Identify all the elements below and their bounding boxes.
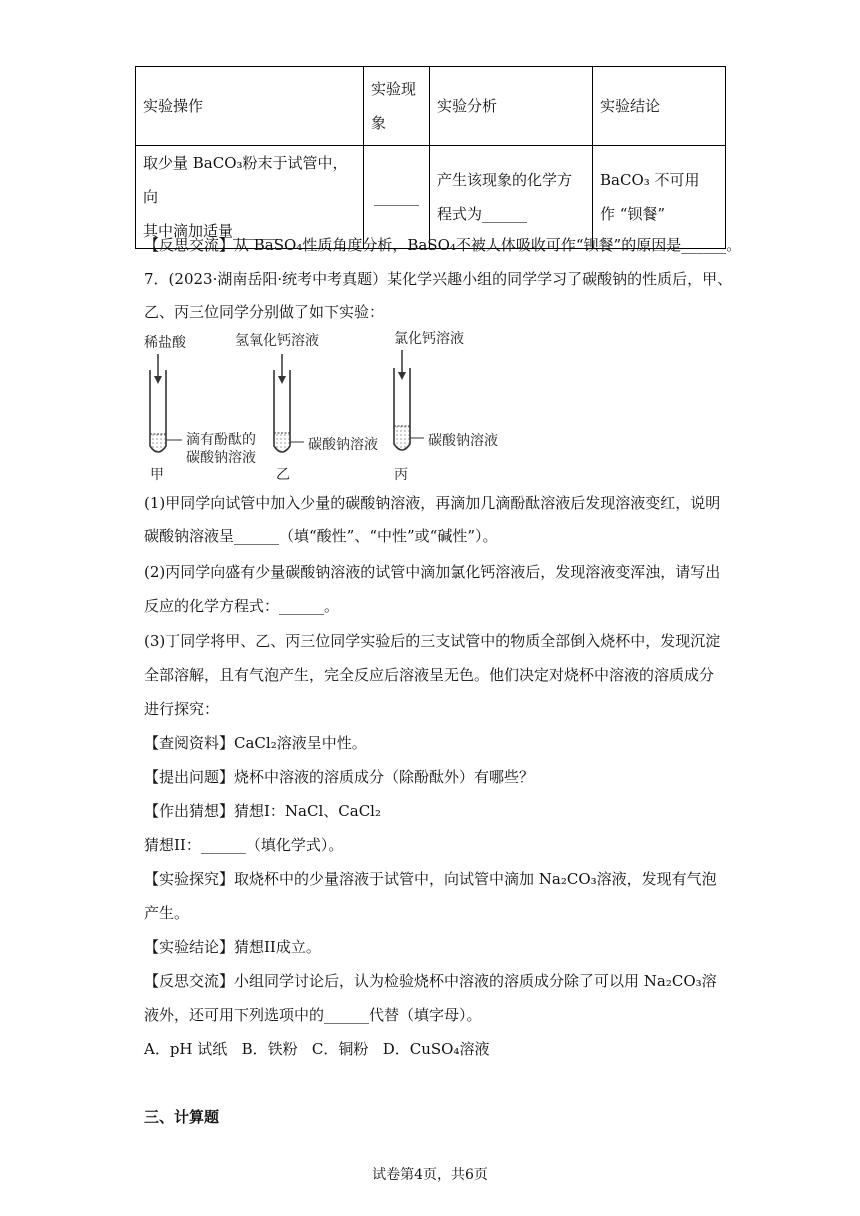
tube2-contents-label: 碳酸钠溶液 xyxy=(308,437,378,453)
test-tube-figure xyxy=(140,326,520,486)
cell-analysis-line2: 程式为______ xyxy=(437,205,528,223)
tube1-reagent-label: 稀盐酸 xyxy=(144,335,186,351)
q7-guess-2: 猜想II：______（填化学式）。 xyxy=(144,836,344,854)
header-phenomenon xyxy=(364,67,430,146)
cell-analysis-line1: 产生该现象的化学方 xyxy=(437,171,573,189)
q7-intro-line1: 7．(2023·湖南岳阳·统考中考真题）某化学兴趣小组的同学学习了碳酸钠的性质后，甲、 xyxy=(144,270,733,288)
q7-part1-line1: (1)甲同学向试管中加入少量的碳酸钠溶液，再滴加几滴酚酞溶液后发现溶液变红，说明 xyxy=(144,494,721,512)
section-title: 三、计算题 xyxy=(144,1108,220,1126)
q7-intro-line2: 乙、丙三位同学分别做了如下实验： xyxy=(144,303,385,321)
q7-options: A．pH 试纸 B．铁粉 C．铜粉 D．CuSO₄溶液 xyxy=(144,1040,490,1058)
q7-part3-line1: (3)丁同学将甲、乙、丙三位同学实验后的三支试管中的物质全部倒入烧杯中，发现沉淀 xyxy=(144,632,721,650)
q7-conclusion: 【实验结论】猜想II成立。 xyxy=(144,938,321,956)
cell-operation-line2: 其中滴加适量______ xyxy=(143,222,279,240)
q7-explore-line1: 【实验探究】取烧杯中的少量溶液于试管中，向试管中滴加 Na₂CO₃溶液，发现有气泡 xyxy=(144,870,717,888)
reflection-text: 【反思交流】从 BaSO₄性质角度分析，BaSO₄不被人体吸收可作“钡餐”的原因是______。 xyxy=(144,236,742,254)
experiment-table xyxy=(135,66,726,249)
q7-part3-line3: 进行探究： xyxy=(144,700,220,718)
header-phenomenon-text: 实验现象 xyxy=(371,80,417,132)
tube3-reagent-label: 氯化钙溶液 xyxy=(394,331,464,347)
q7-part3-line2: 全部溶解，且有气泡产生，完全反应后溶液呈无色。他们决定对烧杯中溶液的溶质成分 xyxy=(144,666,715,684)
q7-part2-line2: 反应的化学方程式：______。 xyxy=(144,597,340,615)
q7-raise-question: 【提出问题】烧杯中溶液的溶质成分（除酚酞外）有哪些？ xyxy=(144,768,535,786)
tube3-name: 丙 xyxy=(394,467,408,483)
cell-conclusion-line2: 作 “钡餐” xyxy=(600,205,666,223)
cell-operation-line1: 取少量 BaCO₃粉末于试管中，向 xyxy=(143,154,348,206)
q7-guess-1: 【作出猜想】猜想I：NaCl、CaCl₂ xyxy=(144,802,381,820)
cell-conclusion-line1: BaCO₃ 不可用 xyxy=(600,171,700,189)
q7-part2-line1: (2)丙同学向盛有少量碳酸钠溶液的试管中滴加氯化钙溶液后，发现溶液变浑浊，请写出 xyxy=(144,563,721,581)
tube2-name: 乙 xyxy=(276,467,290,483)
q7-consult-materials: 【查阅资料】CaCl₂溶液呈中性。 xyxy=(144,734,367,752)
header-analysis: 实验分析 xyxy=(430,67,593,146)
q7-reflect-line1: 【反思交流】小组同学讨论后，认为检验烧杯中溶液的溶质成分除了可以用 Na₂CO₃溶 xyxy=(144,972,717,990)
tube3-contents-label: 碳酸钠溶液 xyxy=(428,433,498,449)
tube1-name: 甲 xyxy=(150,467,164,483)
q7-explore-line2: 产生。 xyxy=(144,904,190,922)
header-conclusion: 实验结论 xyxy=(593,67,726,146)
tube1-contents-label-line2: 碳酸钠溶液 xyxy=(186,450,256,466)
page-footer: 试卷第4页，共6页 xyxy=(372,1167,488,1183)
tube2-reagent-label: 氢氧化钙溶液 xyxy=(235,333,319,349)
q7-reflect-line2: 液外，还可用下列选项中的______代替（填字母）。 xyxy=(144,1006,482,1024)
cell-phenomenon: ______ xyxy=(364,146,430,249)
tube1-contents-label-line1: 滴有酚酞的 xyxy=(186,432,256,448)
table-header-row xyxy=(136,67,726,146)
q7-part1-line2: 碳酸钠溶液呈______（填“酸性”、“中性”或“碱性”）。 xyxy=(144,527,498,545)
header-operation: 实验操作 xyxy=(136,67,364,146)
